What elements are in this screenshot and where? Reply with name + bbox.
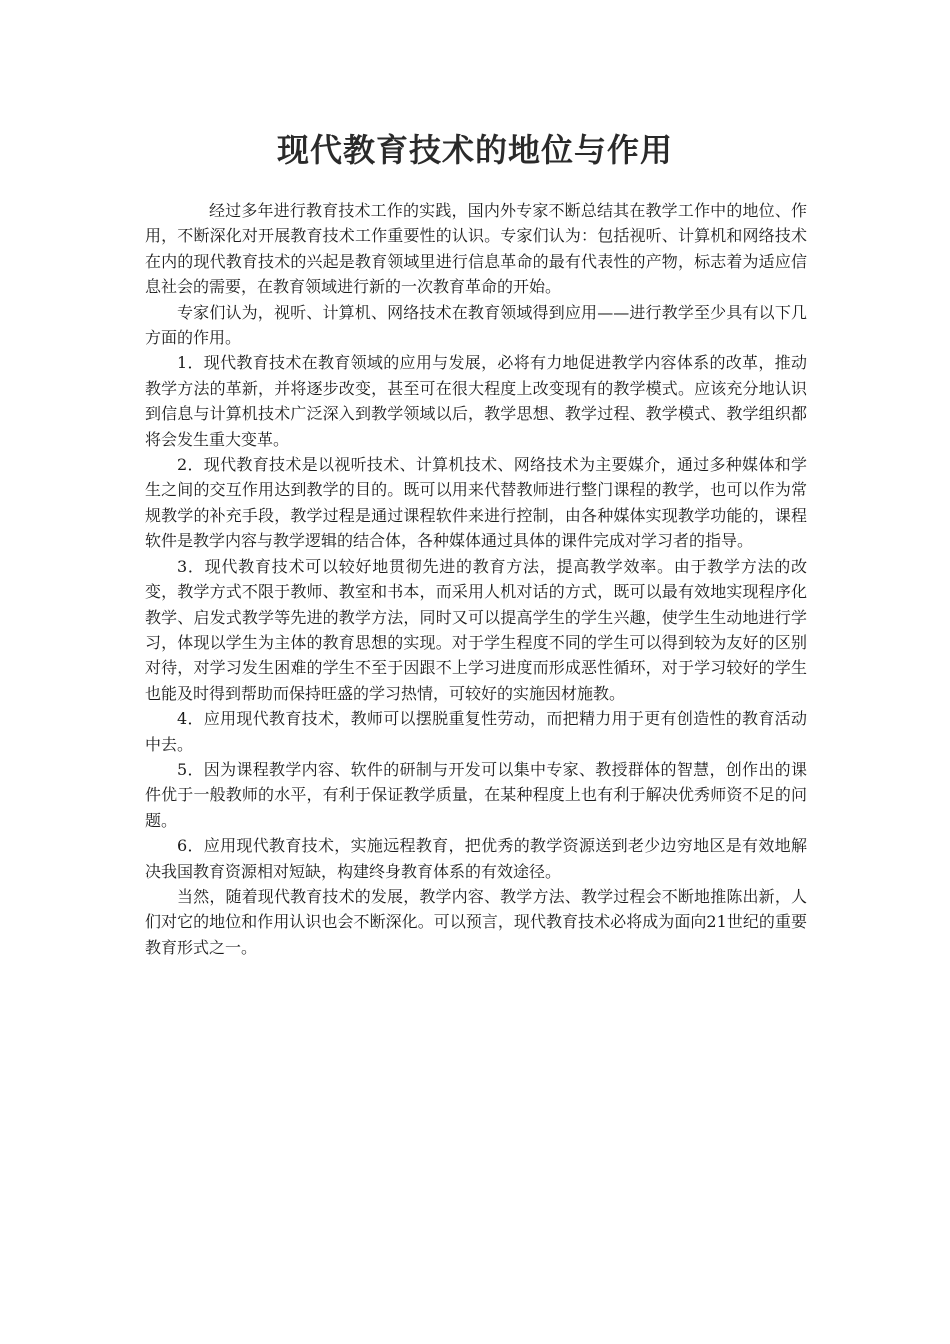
point-4-paragraph: 4．应用现代教育技术，教师可以摆脱重复性劳动，而把精力用于更有创造性的教育活动中去。 <box>145 709 807 754</box>
point-5-paragraph: 5．因为课程教学内容、软件的研制与开发可以集中专家、教授群体的智慧，创作出的课件优于一般教师的水平，有利于保证教学质量，在某种程度上也有利于解决优秀师资不足的问题。 <box>145 759 807 830</box>
experts-paragraph: 专家们认为，视听、计算机、网络技术在教育领域得到应用——进行教学至少具有以下几方面的作用。 <box>145 302 807 348</box>
point-2-paragraph: 2．现代教育技术是以视听技术、计算机技术、网络技术为主要媒介，通过多种媒体和学生之间的交互作用达到教学的目的。既可以用来代替教师进行整门课程的教学，也可以作为常规教学的补充手段，教学过程是通过课程软件来进行控制，由各种媒体实现教学功能的，课程软件是教学内容与教学逻辑的结合体，各种媒体通过具体的课件完成对学习者的指导。 <box>145 455 807 551</box>
point-3-paragraph: 3．现代教育技术可以较好地贯彻先进的教育方法，提高教学效率。由于教学方法的改变，教学方式不限于教师、教室和书本，而采用人机对话的方式，既可以最有效地实现程序化教学、启发式教学等先进的教学方法，同时又可以提高学生的学生兴趣，使学生生动地进行学习，体现以学生为主体的教育思想的实现。对于学生程度不同的学生可以得到较为友好的区别对待，对学习发生困难的学生不至于因跟不上学习进度而形成恶性循环，对于学习较好的学生也能及时得到帮助而保持旺盛的学习热情，可较好的实施因材施教。 <box>145 556 807 703</box>
point-6-paragraph: 6．应用现代教育技术，实施远程教育，把优秀的教学资源送到老少边穷地区是有效地解决我国教育资源相对短缺，构建终身教育体系的有效途径。 <box>145 836 807 881</box>
conclusion-paragraph: 当然，随着现代教育技术的发展，教学内容、教学方法、教学过程会不断地推陈出新，人们对它的地位和作用认识也会不断深化。可以预言，现代教育技术必将成为面向21世纪的重要教育形式之一。 <box>145 886 807 957</box>
intro-paragraph: 经过多年进行教育技术工作的实践，国内外专家不断总结其在教学工作中的地位、作用，不断深化对开展教育技术工作重要性的认识。专家们认为：包括视听、计算机和网络技术在内的现代教育技术的兴起是教育领域里进行信息革命的最有代表性的产物，标志着为适应信息社会的需要，在教育领域进行新的一次教育革命的开始。 <box>145 201 807 297</box>
document-title: 现代教育技术的地位与作用 <box>276 131 673 169</box>
point-1-paragraph: 1．现代教育技术在教育领域的应用与发展，必将有力地促进教学内容体系的改革，推动教学方法的革新，并将逐步改变，甚至可在很大程度上改变现有的教学模式。应该充分地认识到信息与计算机技术广泛深入到教学领域以后，教学思想、教学过程、教学模式、教学组织都将会发生重大变革。 <box>145 353 807 449</box>
document-body <box>145 198 807 960</box>
